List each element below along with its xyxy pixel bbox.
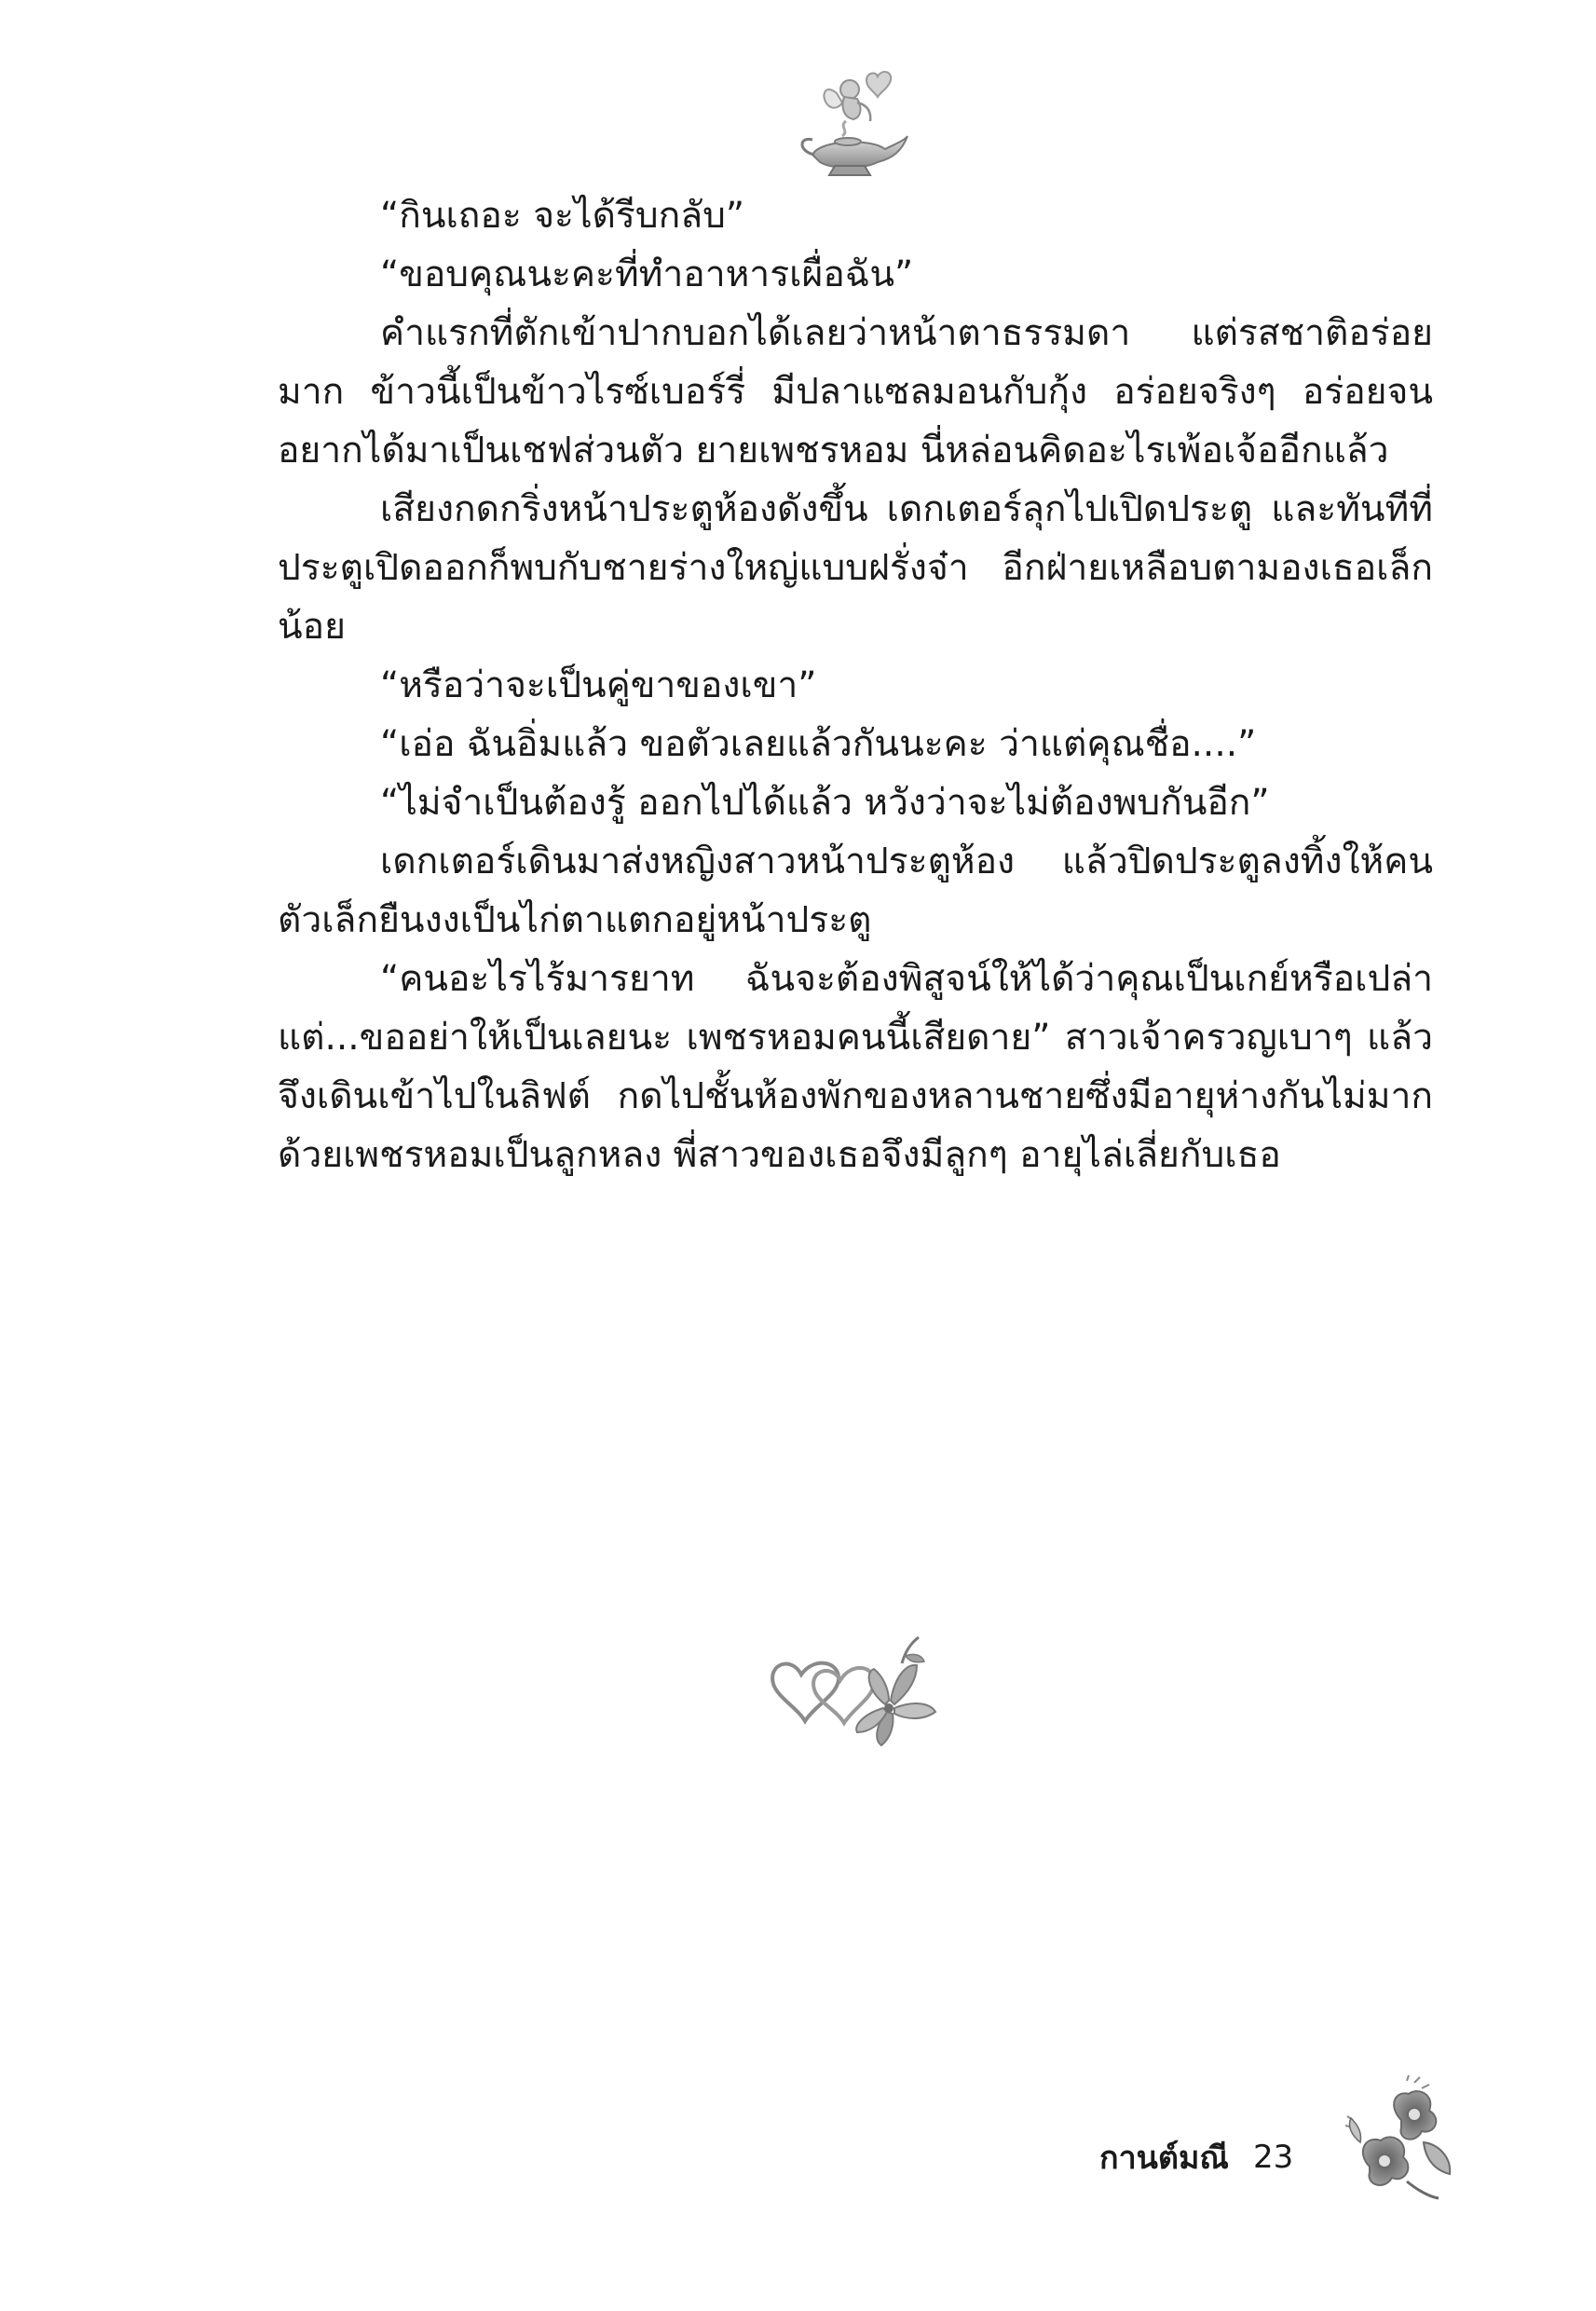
paragraph: “ขอบคุณนะคะที่ทำอาหารเผื่อฉัน” bbox=[380, 253, 914, 295]
flower-icon bbox=[1342, 2073, 1463, 2204]
body-text bbox=[278, 186, 1433, 1184]
paragraph: “หรือว่าจะเป็นคู่ขาของเขา” bbox=[380, 664, 817, 706]
cupid-lamp-icon bbox=[792, 65, 913, 186]
paragraph: “กินเถอะ จะได้รีบกลับ” bbox=[380, 195, 745, 237]
paragraph: เดกเตอร์เดินมาส่งหญิงสาวหน้าประตูห้อง แล้วปิดประตูลงทิ้งให้คนตัวเล็กยืนงงเป็นไก่ตาแตกอยู่หน้าประตู bbox=[278, 841, 1433, 941]
footer-author: กานต์มณี bbox=[1099, 2140, 1229, 2177]
paragraph: คำแรกที่ตักเข้าปากบอกได้เลยว่าหน้าตาธรรมดา แต่รสชาติอร่อยมาก ข้าวนี้เป็นข้าวไรซ์เบอร์รี่ มีปลาแซลมอนกับกุ้ง อร่อยจริงๆ อร่อยจนอยากได้มาเป็นเชฟส่วนตัว ยายเพชรหอม นี่หล่อนคิดอะไรเพ้อเจ้ออีกแล้ว bbox=[278, 312, 1433, 472]
paragraph: “เอ่อ ฉันอิ่มแล้ว ขอตัวเลยแล้วกันนะคะ ว่าแต่คุณชื่อ....” bbox=[380, 723, 1257, 765]
paragraph: เสียงกดกริ่งหน้าประตูห้องดังขึ้น เดกเตอร์ลุกไปเปิดประตู และทันทีที่ประตูเปิดออกก็พบกับชายร่างใหญ่แบบฝรั่งจ๋า อีกฝ่ายเหลือบตามองเธอเล็กน้อย bbox=[278, 488, 1433, 648]
page-number: 23 bbox=[1252, 2139, 1294, 2176]
paragraph: “คนอะไรไร้มารยาท ฉันจะต้องพิสูจน์ให้ได้ว่าคุณเป็นเกย์หรือเปล่า แต่...ขออย่าให้เป็นเลยนะ เพชรหอมคนนี้เสียดาย” สาวเจ้าครวญเบาๆ แล้วจึงเดินเข้าไปในลิฟต์ กดไปชั้นห้องพักของหลานชายซึ่งมีอายุห่างกันไม่มาก ด้วยเพชรหอมเป็นลูกหลง พี่สาวของเธอจึงมีลูกๆ อายุไล่เลี่ยกับเธอ bbox=[278, 958, 1433, 1176]
page-footer bbox=[1099, 2125, 1293, 2190]
paragraph: “ไม่จำเป็นต้องรู้ ออกไปได้แล้ว หวังว่าจะไม่ต้องพบกันอีก” bbox=[380, 782, 1270, 824]
hearts-lily-icon bbox=[764, 1635, 950, 1752]
